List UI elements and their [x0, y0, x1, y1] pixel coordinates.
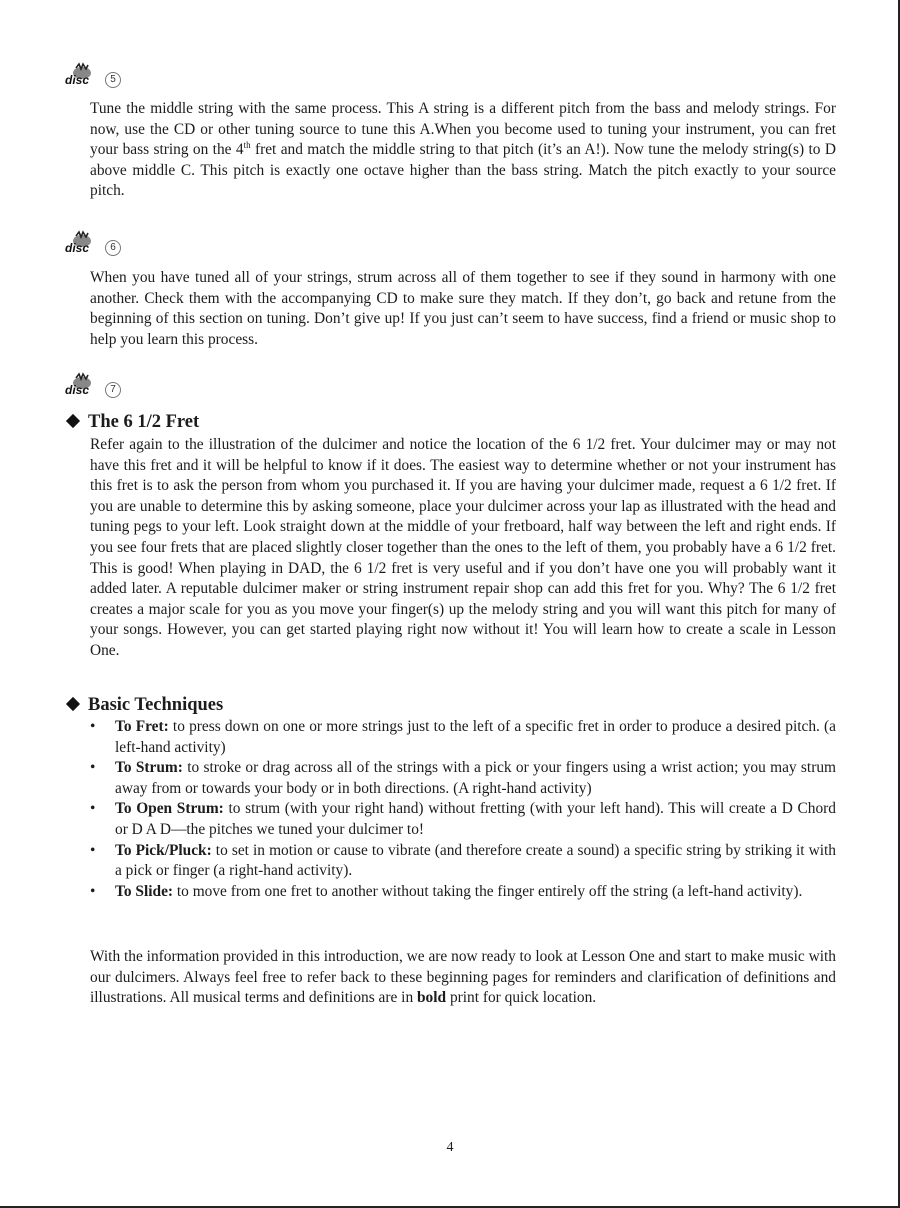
- list-item: • To Pick/Pluck: to set in motion or cause to vibrate (and therefore create a sound) a specific string by striking it with a pick or finger (a right-hand activity).: [90, 841, 837, 880]
- tune-middle-paragraph: Tune the middle string with the same process. This A string is a different pitch from the bass and melody strings. For now, use the CD or other tuning source to tune this A.When you become used to tuning your instrument, you can fret your bass string on the 4th fret and match the middle string to that pitch (it’s an A!). Now tune the melody string(s) to D above middle C. This pitch is exactly one octave higher than the bass string. Match the pitch exactly to your source pitch.: [90, 100, 836, 200]
- svg-text:disc: disc: [65, 241, 90, 255]
- page-number: 4: [446, 1140, 454, 1155]
- bullet: •: [90, 759, 96, 777]
- diamond-bullet-icon: [66, 697, 80, 711]
- list-item: • To Fret: to press down on one or more strings just to the left of a specific fret in order to produce a desired pitch. (a left-hand activity): [90, 718, 837, 756]
- diamond-bullet-icon: [66, 414, 80, 428]
- svg-text:disc: disc: [65, 383, 90, 397]
- bullet: •: [90, 800, 96, 818]
- closing-paragraph: With the information provided in this introduction, we are now ready to look at Lesson One and start to make music with our dulcimers. Always feel free to refer back to these beginning pages for reminders and clarification of definitions and illustrations. All musical terms and definitions are in bold print for quick location.: [90, 948, 836, 1007]
- techniques-list: [90, 717, 836, 902]
- svg-text:disc: disc: [65, 73, 90, 87]
- tuned-all-paragraph: When you have tuned all of your strings, strum across all of them together to see if they sound in harmony with one another. Check them with the accompanying CD to make sure they match. If they don’t, go back and retune from the beginning of this section on tuning. Don’t give up! If you just can’t seem to have success, find a friend or music shop to help you learn this process.: [90, 269, 836, 348]
- track-number: 6: [105, 240, 121, 256]
- disc-logo-icon: [62, 372, 102, 400]
- bullet: •: [90, 841, 96, 859]
- disc-logo-icon: [62, 62, 102, 90]
- bullet: •: [90, 882, 96, 900]
- disc-logo-icon: [62, 230, 102, 258]
- list-item: • To Strum: to stroke or drag across all of the strings with a pick or your fingers using a wrist action; you may strum away from or towards your body or in both directions. (A right-hand activity): [90, 759, 836, 797]
- fret-section-heading: The 6 1/2 Fret: [66, 411, 199, 433]
- fret-section-paragraph: Refer again to the illustration of the dulcimer and notice the location of the 6 1/2 fret. Your dulcimer may or may not have this fret and it will be helpful to know if it does. The easiest way to determine whether or not your instrument has this fret is to ask the person from whom you purchased it. If you are having your dulcimer made, request a 6 1/2 fret. If you are unable to determine this by asking someone, place your dulcimer across your lap as illustrated with the head and tuning pegs to your left. Look straight down at the middle of your fretboard, half way between the left and right ends. If you see four frets that are placed slightly closer together than the ones to the left of them, you probably have a 6 1/2 fret. This is good! When playing in DAD, the 6 1/2 fret is very useful and if you don’t have one you will probably want it added later. A reputable dulcimer maker or string instrument repair shop can add this fret for you. Why? The 6 1/2 fret creates a major scale for you as you move your finger(s) up the melody string and you will want this pitch for many of your songs. However, you can get started playing right now without it! You will learn how to create a scale in Lesson One.: [90, 436, 836, 659]
- list-item: • To Open Strum: to strum (with your right hand) without fretting (with your left hand). This will create a D Chord or D A D—the pitches we tuned your dulcimer to!: [90, 800, 836, 838]
- track-number: 7: [105, 382, 121, 398]
- list-item: • To Slide: to move from one fret to another without taking the finger entirely off the string (a left-hand activity).: [90, 882, 836, 903]
- track-number: 5: [105, 72, 121, 88]
- cd-track-6-icon: [62, 230, 132, 258]
- bullet: •: [90, 718, 96, 735]
- cd-track-5-icon: [62, 62, 132, 90]
- techniques-heading: Basic Techniques: [66, 694, 223, 716]
- cd-track-7-icon: [62, 372, 132, 400]
